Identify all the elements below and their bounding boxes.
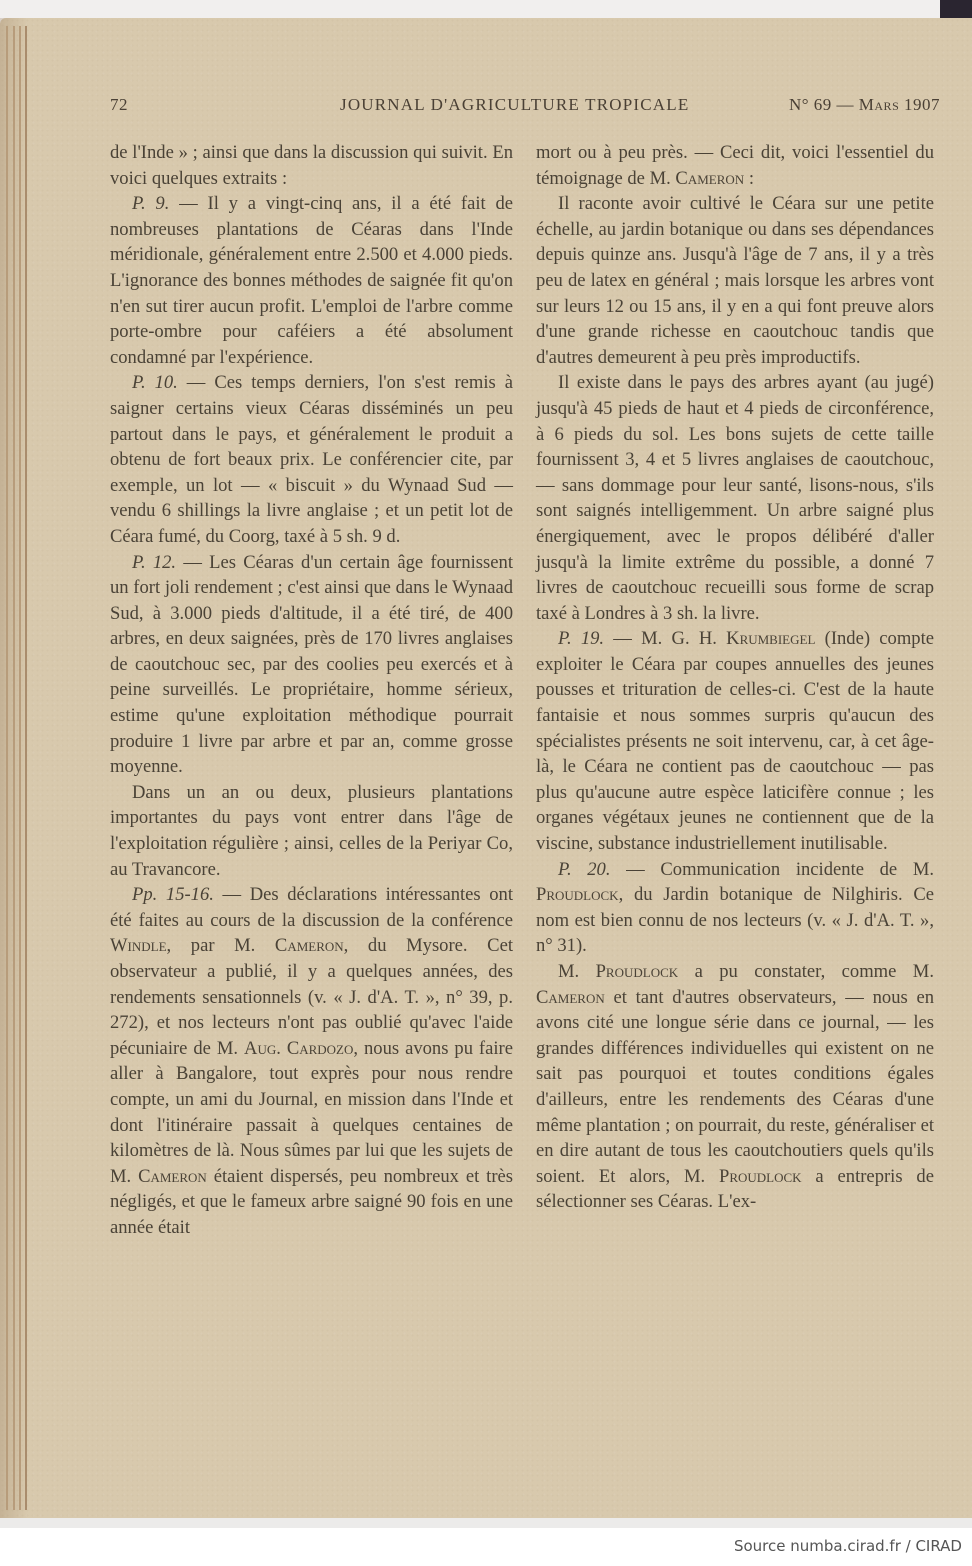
paragraph (536, 626, 934, 856)
person-name: Cameron (138, 1165, 207, 1187)
journal-title: JOURNAL D'AGRICULTURE TROPICALE (340, 95, 690, 114)
person-name: Cameron (536, 986, 605, 1008)
page-reference: Pp. 15-16. (132, 884, 214, 906)
paragraph-text: : (744, 167, 754, 189)
page-edge (13, 26, 15, 1510)
page-reference: P. 12. (132, 551, 177, 573)
person-name: Cameron (274, 935, 344, 957)
paragraph-text: — M. G. H. (604, 628, 727, 650)
paragraph-text: étaient dispersés, peu nombreux et très négligés, et que le fameux arbre saigné 90 fois en une année était (110, 1165, 513, 1238)
paragraph-text: , par M. (166, 935, 275, 957)
paragraph (110, 140, 513, 191)
bottom-margin (0, 1518, 972, 1528)
paragraph-text: — Communication incidente de M. (610, 858, 935, 880)
paragraph (536, 140, 934, 191)
page-edge (19, 26, 21, 1510)
running-head (110, 95, 940, 119)
page-number: 72 (110, 95, 128, 114)
person-name: Windle (110, 935, 167, 957)
page-edge (6, 26, 8, 1510)
paragraph (536, 191, 934, 370)
paragraph (110, 882, 513, 1240)
paragraph-text: — Des déclarations intéressantes ont été faites au cours de la discussion de la conférence (110, 884, 514, 931)
paragraph (536, 857, 934, 959)
page-reference: P. 9. (132, 193, 170, 215)
paragraph (110, 550, 513, 780)
paragraph-text: — Les Céaras d'un certain âge fournissent un fort joli rendement ; c'est ainsi que dans le Wynaad Sud, à 3.000 pieds d'altitude, il a été tiré, de 400 arbres, en deux saignées, près de 170 livres anglaises de caoutchouc sec, par des coolies peu exercés et à peine surveillés. Le propriétaire, homme sérieux, estime qu'une exploitation méthodique pourrait produire 1 livre par arbre et par an, comme grosse moyenne. (110, 551, 513, 778)
paragraph-text: (Inde) compte exploiter le Céara par coupes annuelles des jeunes pousses et trituration de celles-ci. C'est de la haute fantaisie et nous sommes surpris qu'aucun des spécialistes présents ne soit intervenu, car, à cet âge-là, le Céara ne contient pas de caoutchouc — pas plus qu'aucune autre espèce laticifère connue ; les organes végétaux jeunes ne contiennent que de la viscine, substance industriellement inutilisable. (536, 628, 935, 855)
person-name: Krumbiegel (726, 628, 816, 650)
issue-info: N° 69 — Mars 1907 (788, 95, 940, 114)
paragraph-text: — Il y a vingt-cinq ans, il a été fait de nombreuses plantations de Céaras dans l'Inde méridionale, généralement entre 2.500 et 4.000 pieds. L'ignorance des bonnes méthodes de saignée fit qu'on n'en sut tirer aucun profit. L'emploi de l'arbre comme porte-ombre pour caféiers a été absolument condamné par l'expérience. (110, 193, 514, 368)
paragraph-text: Il existe dans le pays des arbres ayant (au jugé) jusqu'à 45 pieds de haut et 4 pieds de circonférence, à 6 pieds du sol. Les bons sujets de cette taille fournissent 3, 4 et 5 livres anglaises de caoutchouc, — sans dommage pour leur santé, lisons-nous, s'ils sont saignés intelligemment. Un arbre saigné plus énergiquement, avec le propos délibéré d'aller jusqu'à la limite extrême du possible, a donné 7 livres de caoutchouc recueilli sous forme de scrap taxé à Londres à 3 sh. la livre. (536, 372, 934, 624)
paragraph-text: Il raconte avoir cultivé le Céara sur une petite échelle, au jardin botanique ou dans ses dépendances depuis quinze ans. Jusqu'à l'âge de 7 ans, il y a très peu de latex en général ; mais lorsque les arbres vont sur leurs 12 ou 15 ans, il y en a qui font preuve alors d'une grande richesse en caoutchouc tandis que d'autres demeurent à peu près improductifs. (536, 193, 934, 368)
paragraph-text: M. (558, 961, 596, 982)
paragraph (536, 959, 934, 1215)
paragraph-text: , nous avons pu faire aller à Bangalore, tout exprès pour nous rendre compte, un ami du Journal, en mission dans l'Inde et dont l'itinéraire passait à quelques centaines de kilomètres de là. Nous sûmes par lui que les sujets de M. (110, 1037, 513, 1187)
page-reference: P. 20. (558, 858, 611, 880)
paragraph (110, 191, 513, 370)
page-edge (25, 26, 27, 1510)
page-reference: P. 10. (132, 372, 178, 394)
person-name: Proudlock (718, 1165, 802, 1187)
paragraph-text: et tant d'autres observateurs, — nous en avons cité une longue série dans ce journal, — les grandes différences individuelles qui existent on ne sait pas pourquoi et toutes conditions égales d'ailleurs, entre les rendements des Céaras d'une même plantation ; on pourrait, du reste, généraliser et en dire autant de tous les caoutchoutiers quels qu'ils soient. Et alors, M. (536, 986, 934, 1187)
person-name: Proudlock (536, 884, 619, 906)
paragraph-text: , du Mysore. Cet observateur a publié, il y a quelques années, des rendements sensationnels (v. « J. d'A. T. », n° 39, p. 272), et nos lecteurs n'ont pas oublié qu'avec l'aide pécuniaire de M. (110, 935, 513, 1059)
person-name: Cameron (675, 167, 745, 189)
paragraph-text: de l'Inde » ; ainsi que dans la discussion qui suivit. En voici quelques extraits : (110, 142, 513, 189)
page-reference: P. 19. (558, 628, 605, 650)
paragraph (110, 370, 513, 549)
paragraph (110, 780, 513, 882)
paragraph-text: a entrepris de sélectionner ses Céaras. L'ex- (536, 1165, 934, 1213)
person-name: Aug. Cardozo (244, 1037, 354, 1059)
paragraph-text: , du Jardin botanique de Nilghiris. Ce nom est bien connu de nos lecteurs (v. « J. d'A. T. », n° 31). (536, 884, 934, 957)
paragraph-text: a pu constater, comme M. (678, 961, 934, 982)
paragraph (536, 370, 934, 626)
left-column (110, 140, 513, 1241)
person-name: Proudlock (595, 961, 679, 982)
source-credit: Source numba.cirad.fr / CIRAD (733, 1537, 962, 1555)
paragraph-text: — Ces temps derniers, l'on s'est remis à saigner certains vieux Céaras disséminés un peu partout dans le pays, et généralement le produit a obtenu de fort beaux prix. Le conférencier cite, par exemple, un lot — « biscuit » du Wynaad Sud — vendu 6 shillings la livre anglaise ; et un petit lot de Céara fumé, du Coorg, taxé à 5 sh. 9 d. (110, 372, 513, 547)
paragraph-text: mort ou à peu près. — Ceci dit, voici l'essentiel du témoignage de M. (536, 142, 934, 189)
right-column (536, 140, 934, 1215)
paragraph-text: Dans un an ou deux, plusieurs plantations importantes du pays vont entrer dans l'âge de l'exploitation régulière ; ainsi, celles de la Periyar Co, au Travancore. (110, 781, 513, 880)
